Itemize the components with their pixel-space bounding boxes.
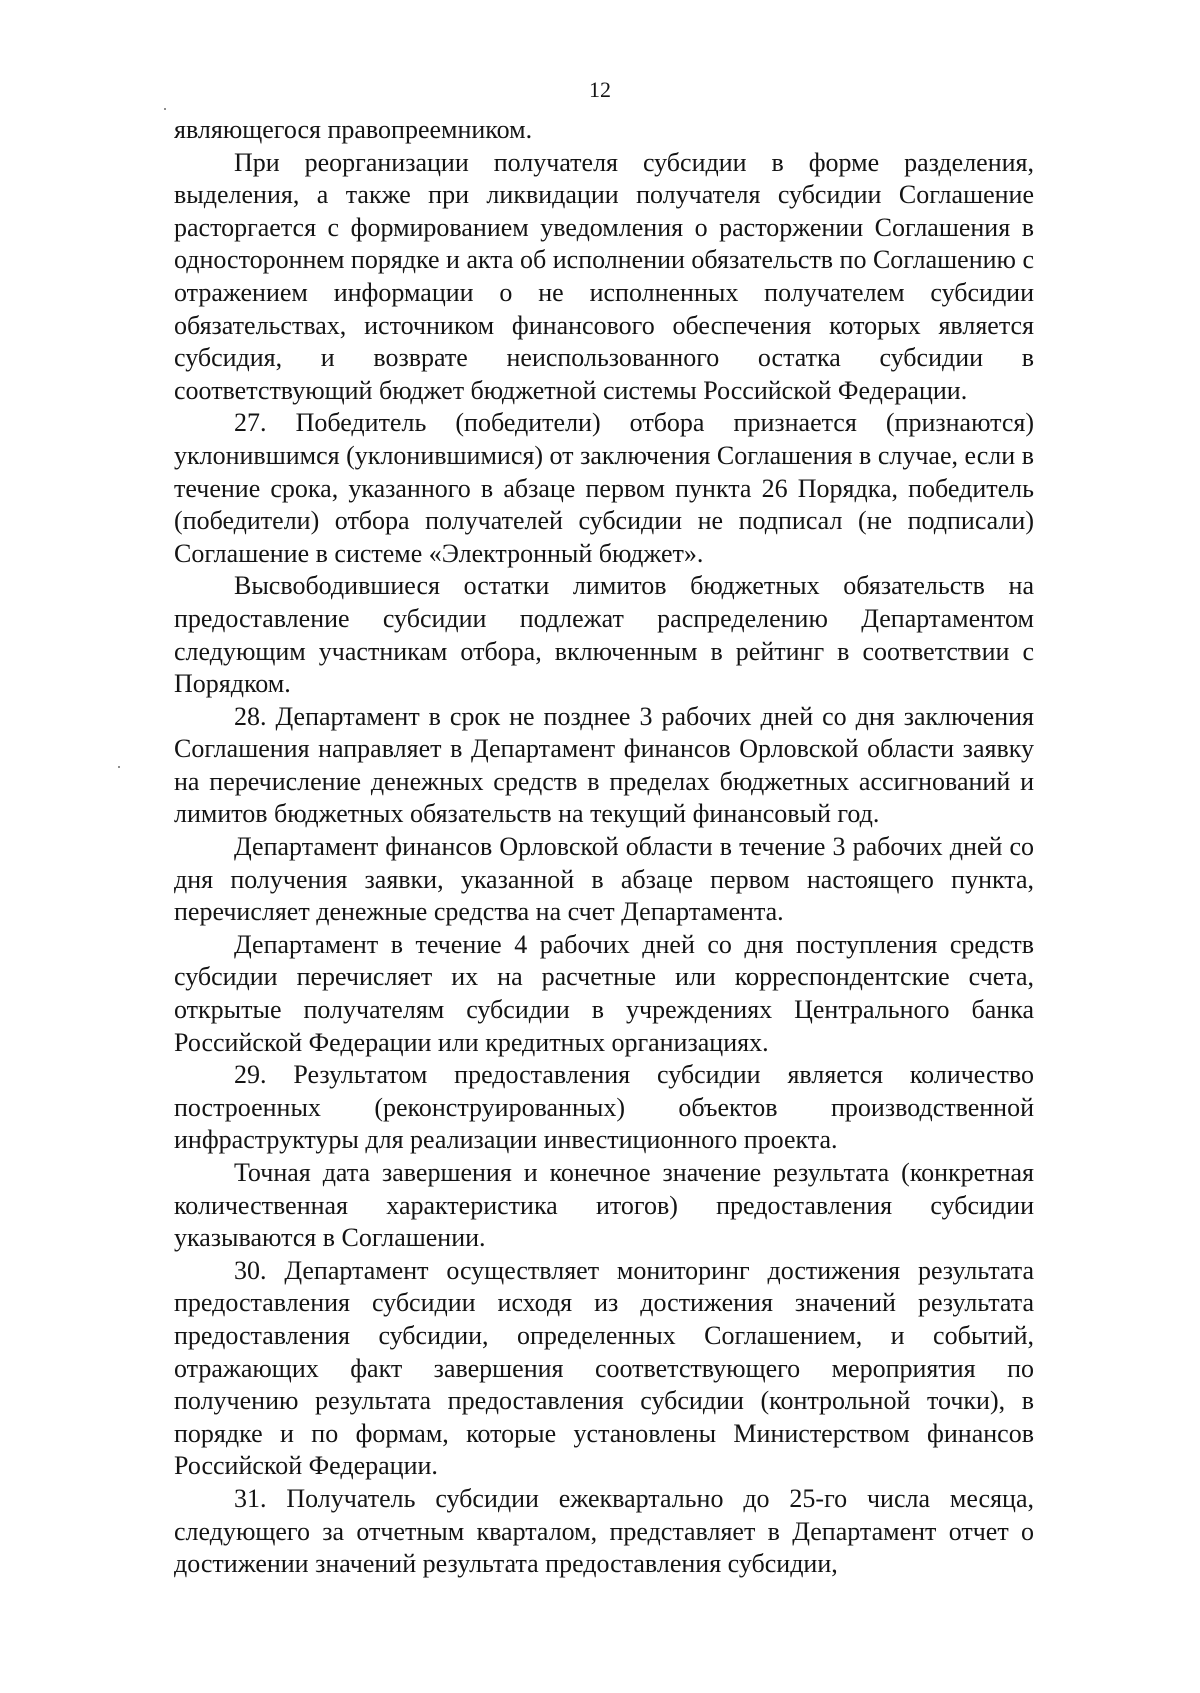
paragraph-released-limits: Высвободившиеся остатки лимитов бюджетных обязательств на предоставление субсидии подлежат распределению Департаментом следующим участникам отбора, включенным в рейтинг в соответствии с Порядком. — [174, 571, 1034, 699]
paragraph-transfer-funds: Департамент в течение 4 рабочих дней со дня поступления средств субсидии перечисляет их на расчетные или корреспондентские счета, открытые получателям субсидии в учреждениях Центрального банка Российской Федерации или кредитных организациях. — [174, 929, 1034, 1057]
paragraph-finance-department: Департамент финансов Орловской области в течение 3 рабочих дней со дня получения заявки, указанной в абзаце первом настоящего пункта, перечисляет денежные средства на счет Департамента. — [174, 832, 1034, 927]
page-number: 12 — [589, 77, 611, 102]
paragraph-reorganization: При реорганизации получателя субсидии в форме разделения, выделения, а также при ликвидации получателя субсидии Соглашение расторгается с формированием уведомления о расторжении Соглашения в одностороннем порядке и акта об исполнении обязательств по Соглашению с отражением информации о не исполненных получателем субсидии обязательствах, источником финансового обеспечения которых является субсидия, и возврате неиспользованного остатка субсидии в соответствующий бюджет бюджетной системы Российской Федерации. — [174, 147, 1034, 405]
paragraph-item-27: 27. Победитель (победители) отбора признается (признаются) уклонившимся (уклонившимися) от заключения Соглашения в случае, если в течение срока, указанного в абзаце первом пункта 26 Порядка, победитель (победители) отбора получателей субсидии не подписал (не подписали) Соглашение в системе «Электронный бюджет». — [174, 408, 1034, 568]
scan-speck — [118, 766, 120, 768]
paragraph-continuation: являющегося правопреемником. — [174, 115, 533, 144]
document-body — [174, 114, 1034, 1581]
paragraph-item-30: 30. Департамент осуществляет мониторинг достижения результата предоставления субсидии исходя из достижения значений результата предоставления субсидии, определенных Соглашением, и событий, отражающих факт завершения соответствующего мероприятия по получению результата предоставления субсидии (контрольной точки), в порядке и по формам, которые установлены Министерством финансов Российской Федерации. — [174, 1255, 1034, 1481]
paragraph-item-29: 29. Результатом предоставления субсидии является количество построенных (реконструированных) объектов производственной инфраструктуры для реализации инвестиционного проекта. — [174, 1060, 1034, 1155]
scan-speck — [164, 108, 166, 110]
paragraph-item-31: 31. Получатель субсидии ежеквартально до 25-го числа месяца, следующего за отчетным кварталом, представляет в Департамент отчет о достижении значений результата предоставления субсидии, — [174, 1483, 1034, 1579]
paragraph-item-28: 28. Департамент в срок не позднее 3 рабочих дней со дня заключения Соглашения направляет в Департамент финансов Орловской области заявку на перечисление денежных средств в пределах бюджетных ассигнований и лимитов бюджетных обязательств на текущий финансовый год. — [174, 701, 1034, 829]
paragraph-result-date: Точная дата завершения и конечное значение результата (конкретная количественная характеристика итогов) предоставления субсидии указываются в Соглашении. — [174, 1158, 1034, 1253]
